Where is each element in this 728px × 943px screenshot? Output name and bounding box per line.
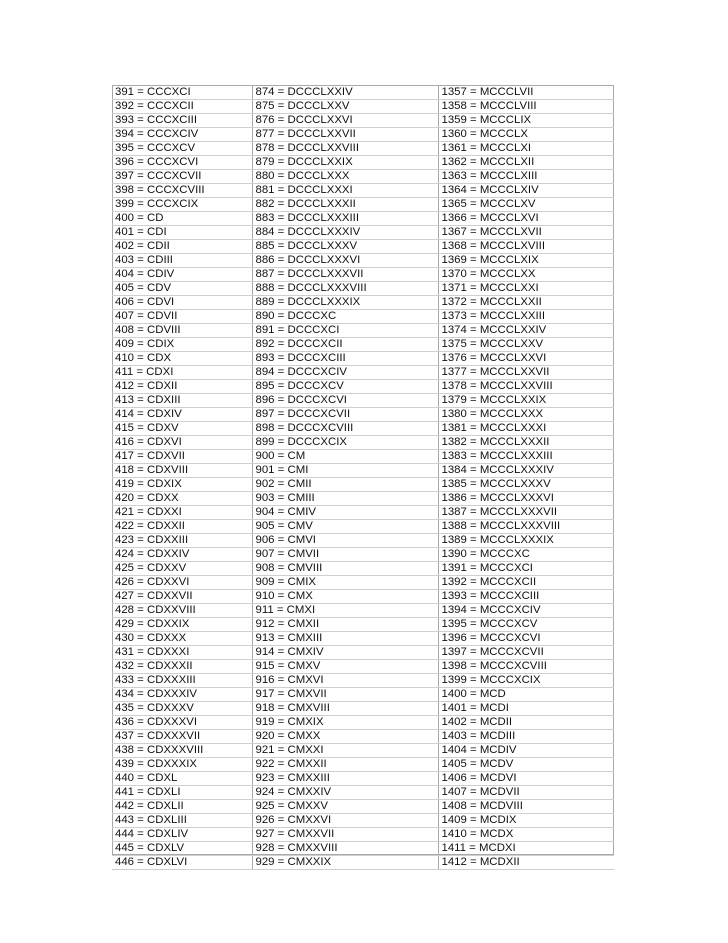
table-cell: 446 = CDXLVI: [112, 856, 252, 870]
table-cell: 1379 = MCCCLXXIX: [438, 394, 614, 408]
table-row: [112, 226, 614, 240]
table-row: [112, 142, 614, 156]
table-cell: 394 = CCCXCIV: [112, 128, 252, 142]
table-cell: 426 = CDXXVI: [112, 576, 252, 590]
table-row: [112, 184, 614, 198]
table-cell: 916 = CMXVI: [252, 674, 438, 688]
table-row: [112, 618, 614, 632]
table-cell: 1405 = MCDV: [438, 758, 614, 772]
table-cell: 922 = CMXXII: [252, 758, 438, 772]
table-cell: 924 = CMXXIV: [252, 786, 438, 800]
table-cell: 893 = DCCCXCIII: [252, 352, 438, 366]
table-cell: 877 = DCCCLXXVII: [252, 128, 438, 142]
table-cell: 1390 = MCCCXC: [438, 548, 614, 562]
table-cell: 1399 = MCCCXCIX: [438, 674, 614, 688]
table-cell: 433 = CDXXXIII: [112, 674, 252, 688]
table-row: [112, 156, 614, 170]
table-cell: 398 = CCCXCVIII: [112, 184, 252, 198]
table-cell: 925 = CMXXV: [252, 800, 438, 814]
table-row: [112, 674, 614, 688]
table-cell: 1366 = MCCCLXVI: [438, 212, 614, 226]
table-row: [112, 296, 614, 310]
table-row: [112, 366, 614, 380]
table-cell: 435 = CDXXXV: [112, 702, 252, 716]
table-cell: 1396 = MCCCXCVI: [438, 632, 614, 646]
table-cell: 420 = CDXX: [112, 492, 252, 506]
table-cell: 912 = CMXII: [252, 618, 438, 632]
table-cell: 1359 = MCCCLIX: [438, 114, 614, 128]
table-cell: 1374 = MCCCLXXIV: [438, 324, 614, 338]
table-cell: 1402 = MCDII: [438, 716, 614, 730]
table-cell: 1389 = MCCCLXXXIX: [438, 534, 614, 548]
table-cell: 907 = CMVII: [252, 548, 438, 562]
table-cell: 1400 = MCD: [438, 688, 614, 702]
table-cell: 900 = CM: [252, 450, 438, 464]
table-cell: 1368 = MCCCLXVIII: [438, 240, 614, 254]
table-cell: 401 = CDI: [112, 226, 252, 240]
table-cell: 928 = CMXXVIII: [252, 842, 438, 856]
table-cell: 1393 = MCCCXCIII: [438, 590, 614, 604]
table-cell: 897 = DCCCXCVII: [252, 408, 438, 422]
table-cell: 887 = DCCCLXXXVII: [252, 268, 438, 282]
table-cell: 419 = CDXIX: [112, 478, 252, 492]
table-cell: 429 = CDXXIX: [112, 618, 252, 632]
table-cell: 902 = CMII: [252, 478, 438, 492]
table-row: [112, 786, 614, 800]
table-row: [112, 562, 614, 576]
table-row: [112, 254, 614, 268]
table-cell: 911 = CMXI: [252, 604, 438, 618]
table-cell: 881 = DCCCLXXXI: [252, 184, 438, 198]
table-cell: 442 = CDXLII: [112, 800, 252, 814]
table-cell: 403 = CDIII: [112, 254, 252, 268]
table-cell: 884 = DCCCLXXXIV: [252, 226, 438, 240]
table-cell: 1392 = MCCCXCII: [438, 576, 614, 590]
table-cell: 443 = CDXLIII: [112, 814, 252, 828]
table-cell: 1370 = MCCCLXX: [438, 268, 614, 282]
table-row: [112, 828, 614, 842]
table-row: [112, 352, 614, 366]
table-cell: 393 = CCCXCIII: [112, 114, 252, 128]
table-row: [112, 814, 614, 828]
table-cell: 914 = CMXIV: [252, 646, 438, 660]
table-cell: 929 = CMXXIX: [252, 856, 438, 870]
table-cell: 915 = CMXV: [252, 660, 438, 674]
table-cell: 1364 = MCCCLXIV: [438, 184, 614, 198]
table-cell: 886 = DCCCLXXXVI: [252, 254, 438, 268]
table-cell: 919 = CMXIX: [252, 716, 438, 730]
table-cell: 910 = CMX: [252, 590, 438, 604]
table-cell: 1404 = MCDIV: [438, 744, 614, 758]
table-cell: 422 = CDXXII: [112, 520, 252, 534]
table-cell: 428 = CDXXVIII: [112, 604, 252, 618]
table-row: [112, 632, 614, 646]
table-cell: 437 = CDXXXVII: [112, 730, 252, 744]
table-cell: 888 = DCCCLXXXVIII: [252, 282, 438, 296]
table-cell: 404 = CDIV: [112, 268, 252, 282]
table-cell: 883 = DCCCLXXXIII: [252, 212, 438, 226]
table-cell: 1372 = MCCCLXXII: [438, 296, 614, 310]
table-cell: 411 = CDXI: [112, 366, 252, 380]
table-cell: 1376 = MCCCLXXVI: [438, 352, 614, 366]
table-cell: 874 = DCCCLXXIV: [252, 86, 438, 100]
table-cell: 407 = CDVII: [112, 310, 252, 324]
table-cell: 400 = CD: [112, 212, 252, 226]
table-cell: 901 = CMI: [252, 464, 438, 478]
table-cell: 415 = CDXV: [112, 422, 252, 436]
table-cell: 879 = DCCCLXXIX: [252, 156, 438, 170]
table-row: [112, 128, 614, 142]
table-row: [112, 688, 614, 702]
table-cell: 1378 = MCCCLXXVIII: [438, 380, 614, 394]
table-cell: 1411 = MCDXI: [438, 842, 614, 856]
table-cell: 895 = DCCCXCV: [252, 380, 438, 394]
table-cell: 1395 = MCCCXCV: [438, 618, 614, 632]
roman-numeral-table: [112, 86, 614, 870]
table-cell: 889 = DCCCLXXXIX: [252, 296, 438, 310]
table-row: [112, 744, 614, 758]
table-cell: 1412 = MCDXII: [438, 856, 614, 870]
table-row: [112, 492, 614, 506]
table-cell: 1408 = MCDVIII: [438, 800, 614, 814]
table-row: [112, 702, 614, 716]
table-cell: 1406 = MCDVI: [438, 772, 614, 786]
table-cell: 909 = CMIX: [252, 576, 438, 590]
table-cell: 395 = CCCXCV: [112, 142, 252, 156]
table-row: [112, 310, 614, 324]
table-cell: 1385 = MCCCLXXXV: [438, 478, 614, 492]
table-row: [112, 408, 614, 422]
table-cell: 436 = CDXXXVI: [112, 716, 252, 730]
table-cell: 399 = CCCXCIX: [112, 198, 252, 212]
table-cell: 892 = DCCCXCII: [252, 338, 438, 352]
table-cell: 409 = CDIX: [112, 338, 252, 352]
table-row: [112, 240, 614, 254]
table-row: [112, 534, 614, 548]
table-cell: 1375 = MCCCLXXV: [438, 338, 614, 352]
table-cell: 1397 = MCCCXCVII: [438, 646, 614, 660]
table-cell: 904 = CMIV: [252, 506, 438, 520]
table-row: [112, 478, 614, 492]
table-row: [112, 394, 614, 408]
table-cell: 432 = CDXXXII: [112, 660, 252, 674]
table-cell: 1403 = MCDIII: [438, 730, 614, 744]
table-cell: 413 = CDXIII: [112, 394, 252, 408]
table-row: [112, 716, 614, 730]
table-row: [112, 842, 614, 856]
table-row: [112, 520, 614, 534]
table-cell: 1357 = MCCCLVII: [438, 86, 614, 100]
table-cell: 414 = CDXIV: [112, 408, 252, 422]
table-cell: 1382 = MCCCLXXXII: [438, 436, 614, 450]
table-cell: 1367 = MCCCLXVII: [438, 226, 614, 240]
table-cell: 923 = CMXXIII: [252, 772, 438, 786]
table-row: [112, 198, 614, 212]
table-cell: 917 = CMXVII: [252, 688, 438, 702]
table-cell: 423 = CDXXIII: [112, 534, 252, 548]
table-row: [112, 282, 614, 296]
table-cell: 445 = CDXLV: [112, 842, 252, 856]
table-cell: 406 = CDVI: [112, 296, 252, 310]
table-cell: 444 = CDXLIV: [112, 828, 252, 842]
table-cell: 903 = CMIII: [252, 492, 438, 506]
table-cell: 408 = CDVIII: [112, 324, 252, 338]
table-cell: 425 = CDXXV: [112, 562, 252, 576]
table-cell: 1377 = MCCCLXXVII: [438, 366, 614, 380]
table-row: [112, 506, 614, 520]
table-cell: 1381 = MCCCLXXXI: [438, 422, 614, 436]
table-cell: 1383 = MCCCLXXXIII: [438, 450, 614, 464]
table-row: [112, 212, 614, 226]
table-row: [112, 114, 614, 128]
table-cell: 416 = CDXVI: [112, 436, 252, 450]
table-row: [112, 856, 614, 870]
table-cell: 430 = CDXXX: [112, 632, 252, 646]
table-cell: 921 = CMXXI: [252, 744, 438, 758]
table-cell: 1371 = MCCCLXXI: [438, 282, 614, 296]
table-cell: 927 = CMXXVII: [252, 828, 438, 842]
table-cell: 1361 = MCCCLXI: [438, 142, 614, 156]
table-row: [112, 548, 614, 562]
table-cell: 875 = DCCCLXXV: [252, 100, 438, 114]
table-body: [112, 86, 614, 870]
table-row: [112, 464, 614, 478]
table-cell: 905 = CMV: [252, 520, 438, 534]
table-cell: 391 = CCCXCI: [112, 86, 252, 100]
table-cell: 1369 = MCCCLXIX: [438, 254, 614, 268]
table-cell: 1409 = MCDIX: [438, 814, 614, 828]
table-cell: 410 = CDX: [112, 352, 252, 366]
table-cell: 431 = CDXXXI: [112, 646, 252, 660]
table-cell: 417 = CDXVII: [112, 450, 252, 464]
table-cell: 896 = DCCCXCVI: [252, 394, 438, 408]
table-row: [112, 772, 614, 786]
table-row: [112, 324, 614, 338]
table-cell: 1373 = MCCCLXXIII: [438, 310, 614, 324]
table-cell: 1365 = MCCCLXV: [438, 198, 614, 212]
table-cell: 1358 = MCCCLVIII: [438, 100, 614, 114]
table-cell: 898 = DCCCXCVIII: [252, 422, 438, 436]
table-cell: 1398 = MCCCXCVIII: [438, 660, 614, 674]
table-cell: 1394 = MCCCXCIV: [438, 604, 614, 618]
table-cell: 899 = DCCCXCIX: [252, 436, 438, 450]
table-cell: 441 = CDXLI: [112, 786, 252, 800]
table-cell: 906 = CMVI: [252, 534, 438, 548]
table-cell: 1391 = MCCCXCI: [438, 562, 614, 576]
table-row: [112, 338, 614, 352]
table-row: [112, 436, 614, 450]
table-row: [112, 576, 614, 590]
table-cell: 908 = CMVIII: [252, 562, 438, 576]
table-row: [112, 590, 614, 604]
table-row: [112, 450, 614, 464]
table-row: [112, 646, 614, 660]
table-row: [112, 86, 614, 100]
table-row: [112, 800, 614, 814]
table-cell: 1401 = MCDI: [438, 702, 614, 716]
table-row: [112, 660, 614, 674]
table-cell: 1386 = MCCCLXXXVI: [438, 492, 614, 506]
table-cell: 1387 = MCCCLXXXVII: [438, 506, 614, 520]
table-cell: 418 = CDXVIII: [112, 464, 252, 478]
table-cell: 878 = DCCCLXXVIII: [252, 142, 438, 156]
table-cell: 440 = CDXL: [112, 772, 252, 786]
table-cell: 918 = CMXVIII: [252, 702, 438, 716]
table-row: [112, 604, 614, 618]
table-cell: 434 = CDXXXIV: [112, 688, 252, 702]
table-cell: 1360 = MCCCLX: [438, 128, 614, 142]
table-cell: 1380 = MCCCLXXX: [438, 408, 614, 422]
table-cell: 439 = CDXXXIX: [112, 758, 252, 772]
table-cell: 402 = CDII: [112, 240, 252, 254]
table-cell: 396 = CCCXCVI: [112, 156, 252, 170]
table-cell: 392 = CCCXCII: [112, 100, 252, 114]
table-cell: 1362 = MCCCLXII: [438, 156, 614, 170]
table-row: [112, 380, 614, 394]
table-cell: 397 = CCCXCVII: [112, 170, 252, 184]
table-cell: 1407 = MCDVII: [438, 786, 614, 800]
table-cell: 926 = CMXXVI: [252, 814, 438, 828]
table-cell: 891 = DCCCXCI: [252, 324, 438, 338]
table-cell: 885 = DCCCLXXXV: [252, 240, 438, 254]
table-cell: 1410 = MCDX: [438, 828, 614, 842]
table-cell: 424 = CDXXIV: [112, 548, 252, 562]
table-row: [112, 422, 614, 436]
table-cell: 1384 = MCCCLXXXIV: [438, 464, 614, 478]
table-cell: 913 = CMXIII: [252, 632, 438, 646]
table-cell: 405 = CDV: [112, 282, 252, 296]
table-cell: 876 = DCCCLXXVI: [252, 114, 438, 128]
table-cell: 882 = DCCCLXXXII: [252, 198, 438, 212]
table-row: [112, 100, 614, 114]
table-cell: 894 = DCCCXCIV: [252, 366, 438, 380]
table-row: [112, 170, 614, 184]
table-cell: 421 = CDXXI: [112, 506, 252, 520]
table-cell: 920 = CMXX: [252, 730, 438, 744]
table-row: [112, 758, 614, 772]
table-cell: 880 = DCCCLXXX: [252, 170, 438, 184]
table-cell: 438 = CDXXXVIII: [112, 744, 252, 758]
table-cell: 890 = DCCCXC: [252, 310, 438, 324]
table-cell: 1363 = MCCCLXIII: [438, 170, 614, 184]
table-row: [112, 730, 614, 744]
table-row: [112, 268, 614, 282]
table-cell: 427 = CDXXVII: [112, 590, 252, 604]
table-cell: 412 = CDXII: [112, 380, 252, 394]
table-cell: 1388 = MCCCLXXXVIII: [438, 520, 614, 534]
